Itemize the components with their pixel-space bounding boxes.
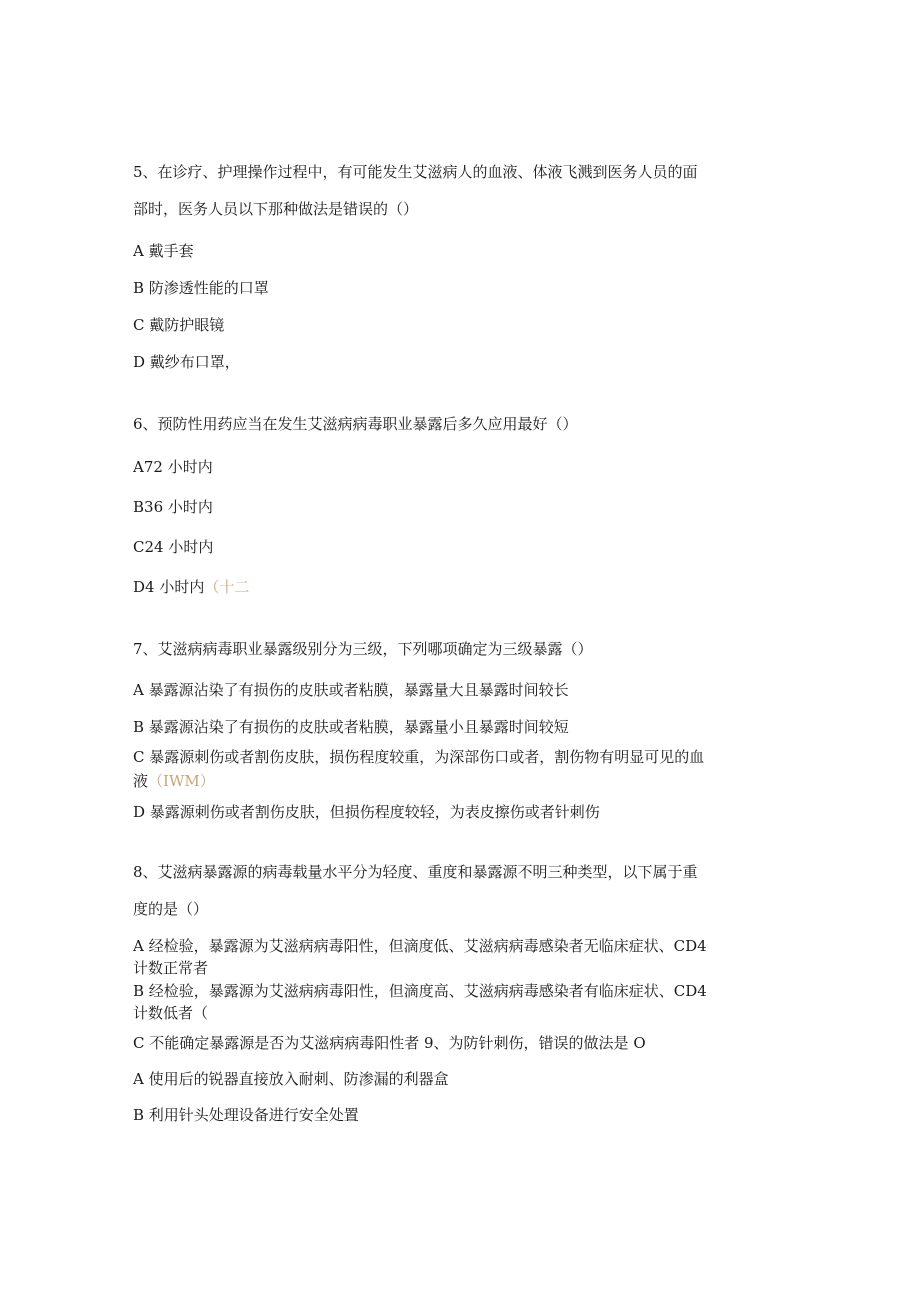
q7-option-c-note: （IWM） bbox=[148, 772, 215, 790]
q7-option-a: A 暴露源沾染了有损伤的皮肤或者粘膜，暴露量大且暴露时间较长 bbox=[133, 681, 569, 699]
q9-option-a: A 使用后的锐器直接放入耐刺、防渗漏的利器盒 bbox=[133, 1070, 449, 1088]
q6-option-a: A72 小时内 bbox=[133, 458, 213, 476]
q8-stem-line1: 8、艾滋病暴露源的病毒载量水平分为轻度、重度和暴露源不明三种类型，以下属于重 bbox=[133, 863, 698, 881]
q6-option-d-note: （十二 bbox=[204, 578, 250, 596]
q7-option-d: D 暴露源刺伤或者割伤皮肤，但损伤程度较轻，为表皮擦伤或者针刺伤 bbox=[133, 803, 600, 821]
q9-option-b: B 利用针头处理设备进行安全处置 bbox=[133, 1106, 359, 1124]
q8-option-a-line2: 计数正常者 bbox=[133, 959, 209, 977]
q7-stem: 7、艾滋病病毒职业暴露级别分为三级，下列哪项确定为三级暴露（） bbox=[133, 640, 593, 658]
q8-option-b-line1: B 经检验，暴露源为艾滋病病毒阳性，但滴度高、艾滋病病毒感染者有临床症状、CD4 bbox=[133, 982, 707, 1000]
q8-option-c: C 不能确定暴露源是否为艾滋病病毒阳性者 9、为防针刺伤，错误的做法是 O bbox=[133, 1034, 646, 1052]
q6-option-d-text: D4 小时内 bbox=[133, 578, 205, 596]
q5-option-c: C 戴防护眼镜 bbox=[133, 316, 225, 334]
q6-option-c: C24 小时内 bbox=[133, 538, 214, 556]
q8-option-a-line1: A 经检验，暴露源为艾滋病病毒阳性，但滴度低、艾滋病病毒感染者无临床症状、CD4 bbox=[133, 937, 707, 955]
q7-option-c-line1: C 暴露源刺伤或者割伤皮肤，损伤程度较重，为深部伤口或者，割伤物有明显可见的血 bbox=[133, 748, 705, 766]
q6-option-b: B36 小时内 bbox=[133, 498, 213, 516]
q7-option-c-text: 液 bbox=[133, 772, 149, 790]
q5-option-b: B 防渗透性能的口罩 bbox=[133, 279, 269, 297]
q6-option-d bbox=[133, 576, 793, 598]
q5-stem-line1: 5、在诊疗、护理操作过程中，有可能发生艾滋病人的血液、体液飞溅到医务人员的面 bbox=[133, 163, 698, 181]
q7-option-b: B 暴露源沾染了有损伤的皮肤或者粘膜，暴露量小且暴露时间较短 bbox=[133, 718, 569, 736]
q7-option-c-line2 bbox=[133, 770, 793, 792]
q8-stem-line2: 度的是（） bbox=[133, 900, 209, 918]
q8-option-b-line2: 计数低者（ bbox=[133, 1004, 209, 1022]
q5-stem-line2: 部时，医务人员以下那种做法是错误的（） bbox=[133, 200, 419, 218]
q6-stem: 6、预防性用药应当在发生艾滋病病毒职业暴露后多久应用最好（） bbox=[133, 415, 578, 433]
q5-option-d: D 戴纱布口罩， bbox=[133, 353, 240, 371]
q5-option-a: A 戴手套 bbox=[133, 242, 194, 260]
